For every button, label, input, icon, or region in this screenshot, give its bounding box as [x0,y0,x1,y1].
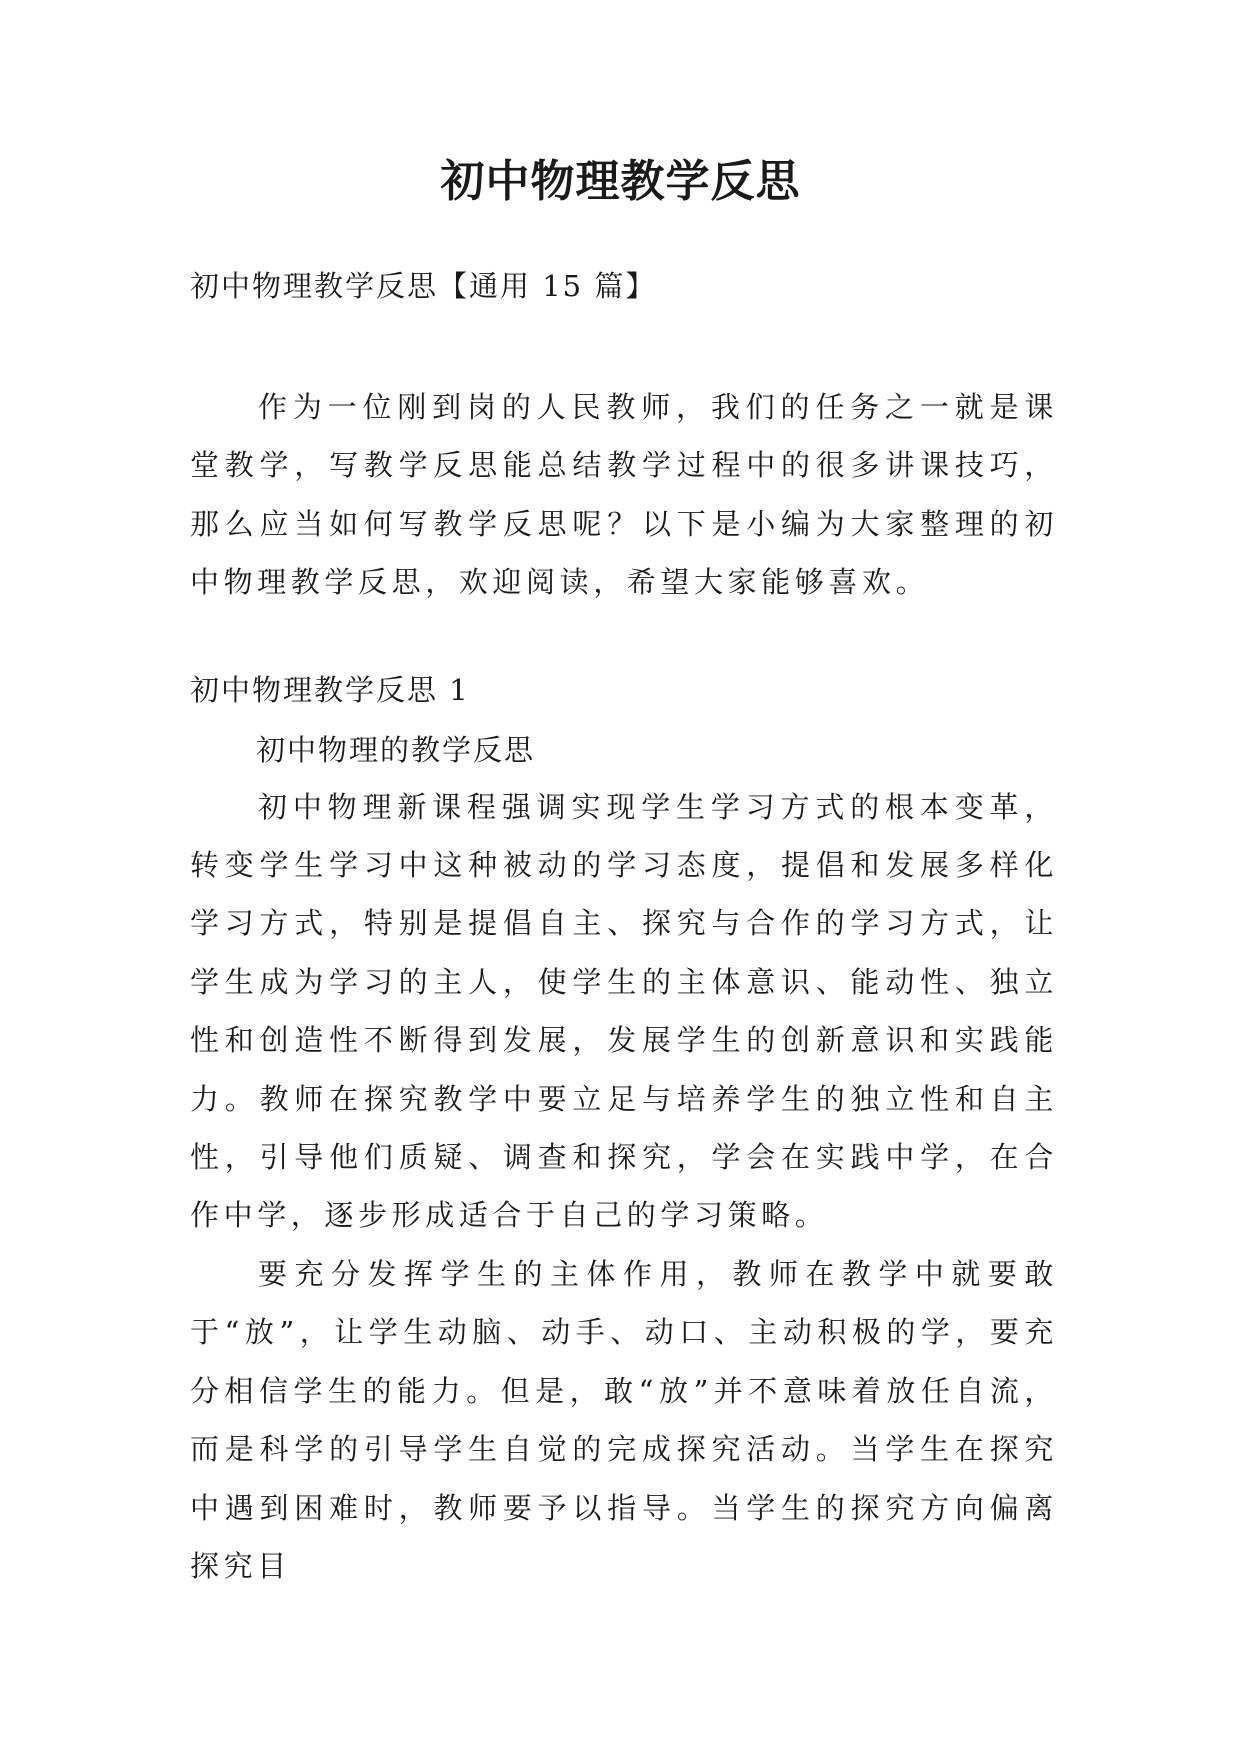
section-heading: 初中物理教学反思 1 [190,672,470,707]
spacer [190,612,1058,670]
document-title: 初中物理教学反思 [440,156,801,207]
document-body [190,260,1058,1595]
body-paragraph: 初中物理新课程强调实现学生学习方式的根本变革，转变学生学习中这种被动的学习态度，提倡和发展多样化学习方式，特别是提倡自主、探究与合作的学习方式，让学生成为学习的主人，使学生的主体意识、能动性、独立性和创造性不断得到发展，发展学生的创新意识和实践能力。教师在探究教学中要立足与培养学生的独立性和自主性，引导他们质疑、调查和探究，学会在实践中学，在合作中学，逐步形成适合于自己的学习策略。 [190,789,1058,1233]
document-subtitle: 初中物理教学反思【通用 15 篇】 [190,269,657,303]
body-paragraph: 要充分发挥学生的主体作用，教师在教学中就要敢于“放”，让学生动脑、动手、动口、主动积极的学，要充分相信学生的能力。但是，敢“放”并不意味着放任自流，而是科学的引导学生自觉的完成探究活动。当学生在探究中遇到困难时，教师要予以指导。当学生的探究方向偏离探究目 [190,1256,1058,1583]
intro-paragraph: 作为一位刚到岗的人民教师，我们的任务之一就是课堂教学，写教学反思能总结教学过程中的很多讲课技巧，那么应当如何写教学反思呢？以下是小编为大家整理的初中物理教学反思，欢迎阅读，希望大家能够喜欢。 [190,390,1058,600]
spacer [190,306,1058,378]
section-subheading: 初中物理的教学反思 [256,732,536,767]
